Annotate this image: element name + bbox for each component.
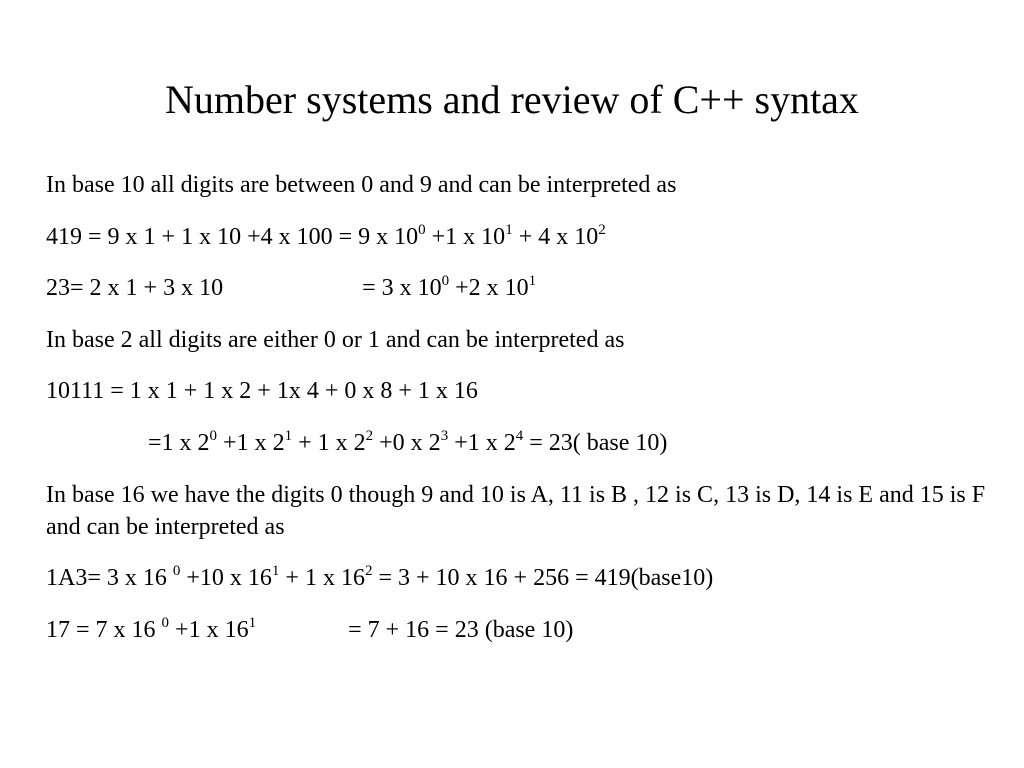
text-line-10111-powers: [46, 428, 986, 458]
exponent: 0: [418, 221, 426, 238]
text-line-base16-intro: In base 16 we have the digits 0 though 9 and 10 is A, 11 is B , 12 is C, 13 is D, 14 is E and 15 is F and can be interpreted as: [46, 482, 986, 540]
slide-body: [46, 170, 986, 666]
text-segment: +0 x 2: [373, 429, 441, 456]
text-line-10111-expansion: 10111 = 1 x 1 + 1 x 2 + 1x 4 + 0 x 8 + 1 x 16: [46, 378, 478, 404]
text-segment: + 4 x 10: [512, 223, 599, 250]
text-segment: =1 x 2: [148, 429, 210, 456]
exponent: 2: [365, 427, 374, 444]
exponent: 0: [161, 614, 170, 631]
exponent: 4: [515, 427, 524, 444]
text-segment: + 1 x 16: [279, 565, 365, 591]
text-segment: +10 x 16: [180, 565, 272, 591]
slide-title: Number systems and review of C++ syntax: [165, 77, 859, 122]
exponent: 2: [598, 221, 606, 238]
exponent: 0: [441, 273, 450, 289]
text-line-23-expansion: [46, 273, 986, 303]
text-segment: 17 = 7 x 16: [46, 616, 162, 643]
text-segment: +1 x 2: [217, 429, 285, 456]
exponent: 1: [284, 427, 293, 444]
exponent: 2: [364, 563, 373, 579]
text-segment: + 1 x 2: [292, 429, 366, 456]
text-segment: +1 x 10: [425, 223, 506, 250]
text-line-base2-intro: In base 2 all digits are either 0 or 1 and can be interpreted as: [46, 326, 625, 353]
text-line-17-expansion: [46, 615, 986, 645]
text-segment: 419 = 9 x 1 + 1 x 10 +4 x 100 = 9 x 10: [46, 223, 419, 250]
exponent: 1: [271, 563, 280, 579]
text-segment: 23= 2 x 1 + 3 x 10: [46, 275, 224, 301]
text-segment: +1 x 2: [448, 429, 516, 456]
text-segment: = 7 + 16 = 23 (base 10): [348, 616, 574, 643]
text-line-base10-intro: In base 10 all digits are between 0 and 9 and can be interpreted as: [46, 172, 677, 198]
text-line-419-expansion: [46, 222, 986, 252]
text-segment: 1A3= 3 x 16: [46, 565, 173, 591]
exponent: 1: [528, 273, 537, 289]
exponent: 1: [248, 614, 257, 631]
text-segment: = 3 x 10: [362, 275, 442, 301]
text-segment: +2 x 10: [449, 275, 529, 301]
exponent: 0: [172, 563, 181, 579]
exponent: 0: [209, 427, 218, 444]
exponent: 3: [440, 427, 449, 444]
text-segment: = 23( base 10): [523, 429, 668, 456]
text-segment: = 3 + 10 x 16 + 256 = 419(base10): [372, 565, 714, 591]
exponent: 1: [505, 221, 513, 238]
text-line-1A3-expansion: [46, 563, 986, 593]
text-segment: +1 x 16: [169, 616, 249, 643]
